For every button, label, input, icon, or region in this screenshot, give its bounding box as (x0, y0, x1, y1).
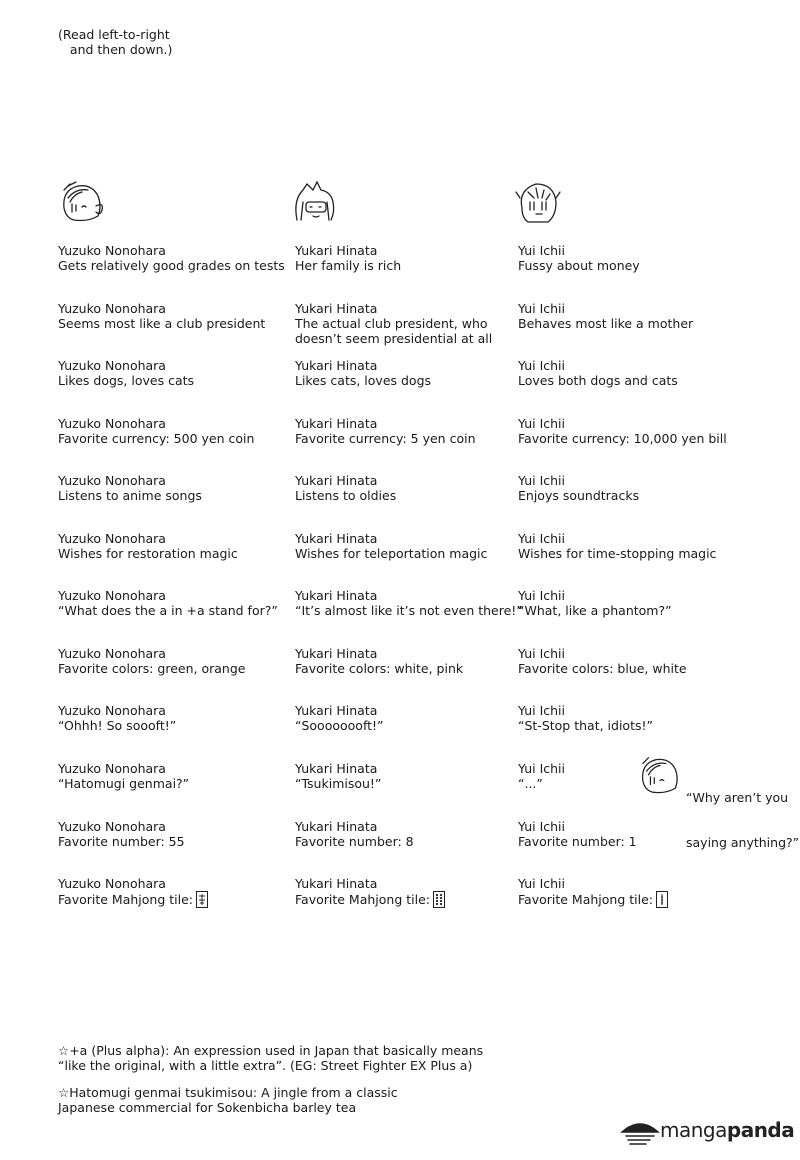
trait-line: Likes cats, loves dogs (295, 373, 432, 388)
trait-text (58, 488, 278, 503)
note-line: ☆Hatomugi genmai tsukimisou: A jingle from a classic (58, 1085, 398, 1100)
trait-text (58, 834, 278, 849)
note-line: ☆+a (Plus alpha): An expression used in Japan that basically means (58, 1043, 484, 1058)
trait-entry-yuzuko (58, 473, 278, 503)
trait-line: Her family is rich (295, 258, 402, 273)
trait-entry-yukari (295, 876, 515, 908)
character-name: Yuzuko Nonohara (58, 646, 166, 661)
character-name: Yuzuko Nonohara (58, 416, 166, 431)
trait-line: “What does the a in +a stand for?” (58, 603, 278, 618)
trait-line: Listens to anime songs (58, 488, 202, 503)
trait-text (295, 661, 515, 676)
trait-line: Wishes for teleportation magic (295, 546, 488, 561)
trait-line: Favorite Mahjong tile: (295, 892, 430, 907)
trait-text (295, 316, 515, 331)
trait-entry-yuzuko (58, 876, 278, 908)
trait-text (58, 603, 278, 618)
character-name: Yui Ichii (518, 243, 565, 258)
trait-text (58, 316, 278, 331)
trait-entry-yukari (295, 588, 523, 618)
trait-entry-yui (518, 703, 738, 733)
character-name: Yuzuko Nonohara (58, 761, 166, 776)
yuzuko-chibi-face (637, 752, 683, 794)
character-name: Yui Ichii (518, 646, 565, 661)
trait-text (518, 431, 738, 446)
trait-line: “What, like a phantom?” (518, 603, 672, 618)
trait-entry-yuzuko (58, 703, 278, 733)
character-name: Yuzuko Nonohara (58, 531, 166, 546)
reading-instructions (58, 27, 172, 57)
trait-line: Favorite number: 1 (518, 834, 637, 849)
translation-notes (58, 1043, 483, 1127)
trait-text (295, 546, 515, 561)
trait-text (58, 661, 278, 676)
character-name: Yuzuko Nonohara (58, 358, 166, 373)
character-name: Yuzuko Nonohara (58, 819, 166, 834)
trait-line: Seems most like a club president (58, 316, 266, 331)
intro-line: (Read left-to-right (58, 27, 170, 42)
trait-text (518, 546, 738, 561)
trait-line: Gets relatively good grades on tests (58, 258, 285, 273)
trait-line: Behaves most like a mother (518, 316, 694, 331)
character-name: Yukari Hinata (295, 358, 378, 373)
trait-line: Favorite colors: white, pink (295, 661, 464, 676)
trait-line: Fussy about money (518, 258, 640, 273)
trait-entry-yuzuko (58, 416, 278, 446)
mangapanda-watermark (620, 1112, 795, 1152)
character-name: Yukari Hinata (295, 531, 378, 546)
yui-chibi-face (514, 178, 562, 226)
character-name: Yuzuko Nonohara (58, 876, 166, 891)
trait-entry-yukari (295, 531, 515, 561)
trait-text (58, 431, 278, 446)
trait-line: Favorite colors: green, orange (58, 661, 246, 676)
trait-text (295, 776, 515, 791)
trait-entry-yuzuko (58, 243, 285, 273)
trait-line: The actual club president, who (295, 316, 488, 331)
character-name: Yui Ichii (518, 819, 565, 834)
trait-line: “Tsukimisou!” (295, 776, 382, 791)
trait-line: Wishes for time-stopping magic (518, 546, 717, 561)
trait-text (295, 258, 515, 273)
trait-line: “Soooooooft!” (295, 718, 384, 733)
green-dragon-mahjong-tile-icon (196, 891, 208, 908)
character-name: Yui Ichii (518, 416, 565, 431)
trait-text (518, 661, 738, 676)
trait-line: “St-Stop that, idiots!” (518, 718, 653, 733)
trait-text (295, 488, 515, 503)
trait-entry-yukari (295, 243, 515, 273)
trait-line: Wishes for restoration magic (58, 546, 238, 561)
trait-line: “Hatomugi genmai?” (58, 776, 190, 791)
trait-entry-yui (518, 588, 738, 618)
watermark-text-panda: panda (726, 1118, 795, 1142)
trait-text (295, 373, 515, 388)
trait-line: Favorite colors: blue, white (518, 661, 687, 676)
one-bamboo-mahjong-tile-icon (656, 891, 668, 908)
trait-entry-yuzuko (58, 358, 278, 388)
trait-line: Listens to oldies (295, 488, 397, 503)
character-name: Yukari Hinata (295, 588, 378, 603)
trait-text (295, 718, 515, 733)
side-comment-line: “Why aren’t you (686, 790, 789, 805)
trait-text (518, 316, 738, 331)
trait-text (58, 891, 278, 908)
character-name: Yukari Hinata (295, 473, 378, 488)
watermark-text-manga: manga (660, 1118, 727, 1142)
trait-entry-yukari (295, 819, 515, 849)
character-name: Yukari Hinata (295, 646, 378, 661)
trait-line: Enjoys soundtracks (518, 488, 640, 503)
character-name: Yui Ichii (518, 531, 565, 546)
trait-entry-yuzuko (58, 301, 278, 331)
trait-line: Favorite currency: 10,000 yen bill (518, 431, 727, 446)
trait-entry-yukari (295, 761, 515, 791)
trait-text (518, 258, 738, 273)
character-name: Yukari Hinata (295, 703, 378, 718)
character-name: Yukari Hinata (295, 761, 378, 776)
character-name: Yuzuko Nonohara (58, 703, 166, 718)
trait-line: Favorite Mahjong tile: (518, 892, 653, 907)
trait-entry-yui (518, 876, 738, 908)
side-comment-line: saying anything?” (686, 835, 800, 850)
note-line: Japanese commercial for Sokenbicha barley tea (58, 1100, 357, 1115)
yukari-chibi-face (291, 178, 339, 226)
trait-entry-yuzuko (58, 531, 278, 561)
intro-line: and then down.) (58, 42, 173, 57)
trait-entry-yuzuko (58, 761, 278, 791)
trait-text (518, 891, 738, 908)
trait-line: doesn’t seem presidential at all (295, 331, 493, 346)
trait-text (295, 891, 515, 908)
bamboo-hat-logo-icon (620, 1116, 660, 1150)
trait-line: Favorite currency: 500 yen coin (58, 431, 255, 446)
trait-line: “Ohhh! So soooft!” (58, 718, 177, 733)
trait-text (295, 603, 523, 618)
trait-line: Favorite number: 8 (295, 834, 414, 849)
character-name: Yui Ichii (518, 876, 565, 891)
trait-entry-yukari (295, 473, 515, 503)
trait-entry-yui (518, 301, 738, 331)
character-name: Yuzuko Nonohara (58, 301, 166, 316)
character-name: Yui Ichii (518, 588, 565, 603)
trait-line: Favorite Mahjong tile: (58, 892, 193, 907)
trait-text (58, 546, 278, 561)
character-name: Yuzuko Nonohara (58, 588, 166, 603)
note-hatomugi (58, 1085, 483, 1115)
trait-text (518, 718, 738, 733)
trait-entry-yuzuko (58, 819, 278, 849)
trait-entry-yui (518, 358, 738, 388)
trait-entry-yuzuko (58, 646, 278, 676)
trait-line: Loves both dogs and cats (518, 373, 678, 388)
trait-text (58, 718, 278, 733)
trait-line: “...” (518, 776, 543, 791)
character-name: Yukari Hinata (295, 243, 378, 258)
character-name: Yuzuko Nonohara (58, 243, 166, 258)
trait-entry-yui (518, 646, 738, 676)
eight-circles-mahjong-tile-icon (433, 891, 445, 908)
trait-text (518, 373, 738, 388)
note-plus-alpha (58, 1043, 483, 1073)
trait-line: Favorite currency: 5 yen coin (295, 431, 476, 446)
character-name: Yui Ichii (518, 301, 565, 316)
trait-text (58, 776, 278, 791)
trait-entry-yukari (295, 416, 515, 446)
trait-entry-yuzuko (58, 588, 278, 618)
trait-text (295, 331, 515, 346)
character-name: Yui Ichii (518, 473, 565, 488)
trait-entry-yukari (295, 703, 515, 733)
trait-line: Favorite number: 55 (58, 834, 185, 849)
trait-text (295, 431, 515, 446)
character-name: Yukari Hinata (295, 416, 378, 431)
character-name: Yui Ichii (518, 358, 565, 373)
character-name: Yukari Hinata (295, 301, 378, 316)
trait-entry-yukari (295, 358, 515, 388)
trait-entry-yui (518, 243, 738, 273)
note-line: “like the original, with a little extra”. (EG: Street Fighter EX Plus a) (58, 1058, 473, 1073)
trait-text (58, 258, 285, 273)
character-name: Yukari Hinata (295, 819, 378, 834)
character-name: Yui Ichii (518, 703, 565, 718)
side-comment (686, 760, 799, 865)
trait-entry-yui (518, 473, 738, 503)
character-name: Yui Ichii (518, 761, 565, 776)
trait-text (58, 373, 278, 388)
trait-line: “It’s almost like it’s not even there!” (295, 603, 523, 618)
trait-entry-yukari (295, 301, 515, 346)
trait-entry-yui (518, 531, 738, 561)
trait-text (518, 603, 738, 618)
yuzuko-chibi-face (58, 178, 106, 226)
trait-text (518, 488, 738, 503)
character-name: Yukari Hinata (295, 876, 378, 891)
trait-entry-yukari (295, 646, 515, 676)
character-name: Yuzuko Nonohara (58, 473, 166, 488)
trait-line: Likes dogs, loves cats (58, 373, 195, 388)
trait-entry-yui (518, 416, 738, 446)
trait-text (295, 834, 515, 849)
